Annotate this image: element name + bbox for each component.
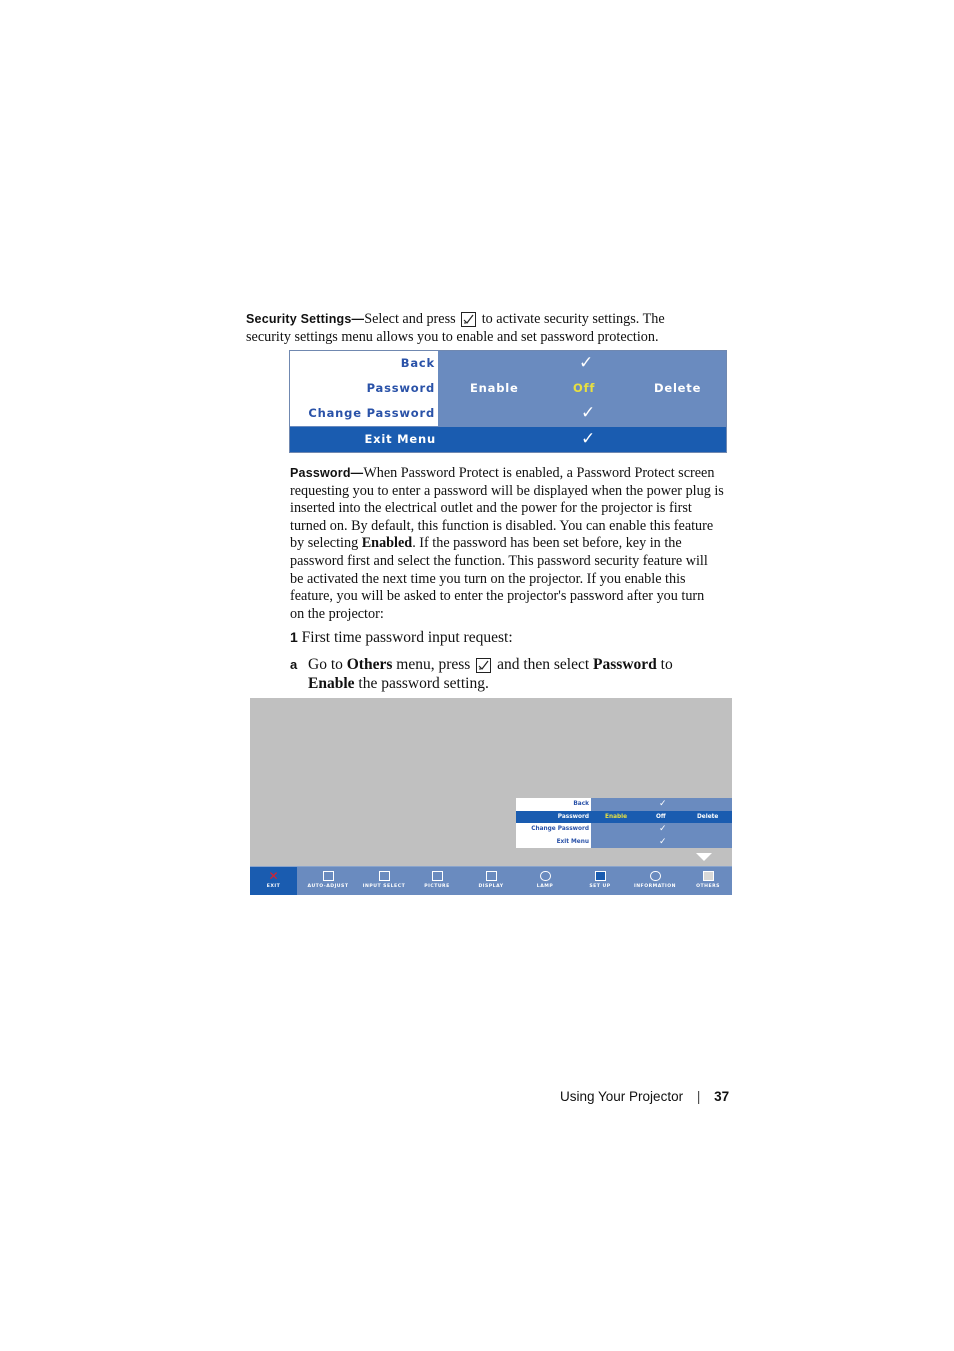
toolbar-label: PICTURE bbox=[424, 884, 450, 889]
toolbar-display[interactable] bbox=[468, 867, 514, 895]
toolbar-others[interactable] bbox=[686, 867, 730, 895]
scroll-down-arrow-icon[interactable] bbox=[696, 853, 712, 861]
osd-label-change-password: Change Password bbox=[516, 823, 591, 836]
toolbar-auto-adjust[interactable] bbox=[302, 867, 354, 895]
osd-row-back[interactable] bbox=[516, 798, 732, 811]
password-line: inserted into the electrical outlet and the power for the projector is first bbox=[290, 500, 692, 517]
osd-row-exit-menu[interactable] bbox=[516, 836, 732, 849]
exit-x-icon: ✕ bbox=[268, 869, 279, 883]
lamp-icon bbox=[540, 871, 551, 881]
footer-separator: | bbox=[696, 1089, 701, 1104]
toolbar-label: LAMP bbox=[536, 884, 554, 889]
toolbar-input-select[interactable] bbox=[358, 867, 410, 895]
enabled-term: Enabled bbox=[361, 535, 413, 552]
security-text-before-icon: Select and press bbox=[364, 311, 456, 327]
page-number: 37 bbox=[714, 1089, 730, 1104]
others-icon bbox=[703, 871, 714, 881]
password-line: by selecting bbox=[290, 535, 362, 552]
option-enable[interactable]: Enable bbox=[470, 381, 519, 395]
osd-main-toolbar bbox=[250, 866, 732, 895]
step-a-text: Go to bbox=[308, 656, 347, 673]
check-icon: ✓ bbox=[659, 836, 667, 847]
security-settings-heading: Security Settings— bbox=[246, 312, 365, 326]
others-term: Others bbox=[346, 656, 393, 673]
osd-option-enable[interactable]: Enable bbox=[605, 813, 628, 820]
security-settings-menu bbox=[289, 350, 727, 453]
check-icon: ✓ bbox=[659, 799, 667, 809]
toolbar-label: INPUT SELECT bbox=[362, 884, 406, 889]
security-settings-paragraph bbox=[246, 311, 746, 346]
step-1-text: First time password input request: bbox=[301, 629, 513, 646]
information-globe-icon bbox=[650, 871, 661, 881]
menu-row-change-password[interactable] bbox=[290, 401, 726, 426]
step-a bbox=[290, 655, 673, 693]
osd-screenshot bbox=[250, 698, 732, 895]
toolbar-lamp[interactable] bbox=[522, 867, 568, 895]
menu-label-change-password: Change Password bbox=[290, 401, 438, 426]
display-icon bbox=[486, 871, 497, 881]
toolbar-label: EXIT bbox=[266, 884, 281, 889]
osd-label-exit-menu: Exit Menu bbox=[516, 836, 591, 849]
enter-checkmark-icon bbox=[476, 658, 491, 673]
password-line: When Password Protect is enabled, a Password Protect screen bbox=[363, 465, 715, 481]
toolbar-label: INFORMATION bbox=[634, 884, 676, 889]
menu-label-exit-menu: Exit Menu bbox=[364, 432, 436, 446]
menu-label-back: Back bbox=[290, 351, 438, 376]
step-a-text: and then select bbox=[497, 656, 594, 673]
check-icon: ✓ bbox=[579, 353, 594, 373]
option-delete[interactable]: Delete bbox=[654, 381, 702, 395]
osd-label-back: Back bbox=[516, 798, 591, 811]
menu-row-back[interactable] bbox=[290, 351, 726, 376]
step-a-text: to bbox=[656, 656, 673, 673]
osd-security-menu bbox=[516, 798, 732, 848]
security-text-after-icon: to activate security settings. The bbox=[481, 311, 665, 327]
menu-row-password[interactable] bbox=[290, 376, 726, 401]
step-a-text: the password setting. bbox=[354, 675, 489, 692]
toolbar-exit[interactable] bbox=[250, 867, 297, 895]
enter-checkmark-icon bbox=[461, 312, 476, 327]
menu-label-password: Password bbox=[290, 376, 438, 401]
toolbar-information[interactable] bbox=[630, 867, 680, 895]
osd-label-password: Password bbox=[516, 811, 591, 824]
check-icon: ✓ bbox=[659, 824, 667, 834]
step-letter: a bbox=[290, 657, 298, 672]
toolbar-set-up[interactable] bbox=[577, 867, 623, 895]
password-line: . If the password has been set before, key in the bbox=[412, 535, 682, 552]
enable-term: Enable bbox=[308, 675, 355, 692]
page-footer bbox=[560, 1089, 729, 1104]
osd-option-off[interactable]: Off bbox=[656, 813, 666, 820]
toolbar-label: AUTO-ADJUST bbox=[307, 884, 349, 889]
password-heading: Password— bbox=[290, 466, 364, 480]
toolbar-picture[interactable] bbox=[414, 867, 460, 895]
password-line: feature, you will be asked to enter the projector's password after you turn bbox=[290, 588, 705, 605]
step-a-text: menu, press bbox=[392, 656, 471, 673]
set-up-icon bbox=[595, 871, 606, 881]
step-1 bbox=[290, 629, 513, 647]
password-line: be activated the next time you turn on the projector. If you enable this bbox=[290, 570, 686, 587]
check-icon: ✓ bbox=[581, 403, 596, 423]
auto-adjust-icon bbox=[323, 871, 334, 881]
input-select-icon bbox=[379, 871, 390, 881]
password-line: on the projector: bbox=[290, 605, 384, 622]
check-icon: ✓ bbox=[581, 429, 596, 449]
password-line: turned on. By default, this function is disabled. You can enable this feature bbox=[290, 517, 714, 534]
footer-section-title: Using Your Projector bbox=[560, 1089, 684, 1104]
osd-row-password[interactable] bbox=[516, 811, 732, 824]
toolbar-label: SET UP bbox=[589, 884, 611, 889]
menu-row-exit-menu[interactable] bbox=[290, 427, 726, 452]
option-off[interactable]: Off bbox=[573, 381, 596, 395]
security-text-line2: security settings menu allows you to enable and set password protection. bbox=[246, 328, 659, 345]
password-paragraph bbox=[290, 465, 740, 623]
toolbar-label: DISPLAY bbox=[478, 884, 504, 889]
step-number: 1 bbox=[290, 629, 298, 645]
password-term: Password bbox=[593, 656, 657, 673]
osd-option-delete[interactable]: Delete bbox=[697, 813, 719, 820]
osd-row-change-password[interactable] bbox=[516, 823, 732, 836]
password-line: password first and select the function. This password security feature will bbox=[290, 552, 708, 569]
password-line: requesting you to enter a password will be displayed when the power plug is bbox=[290, 482, 724, 499]
toolbar-label: OTHERS bbox=[696, 884, 720, 889]
picture-icon bbox=[432, 871, 443, 881]
